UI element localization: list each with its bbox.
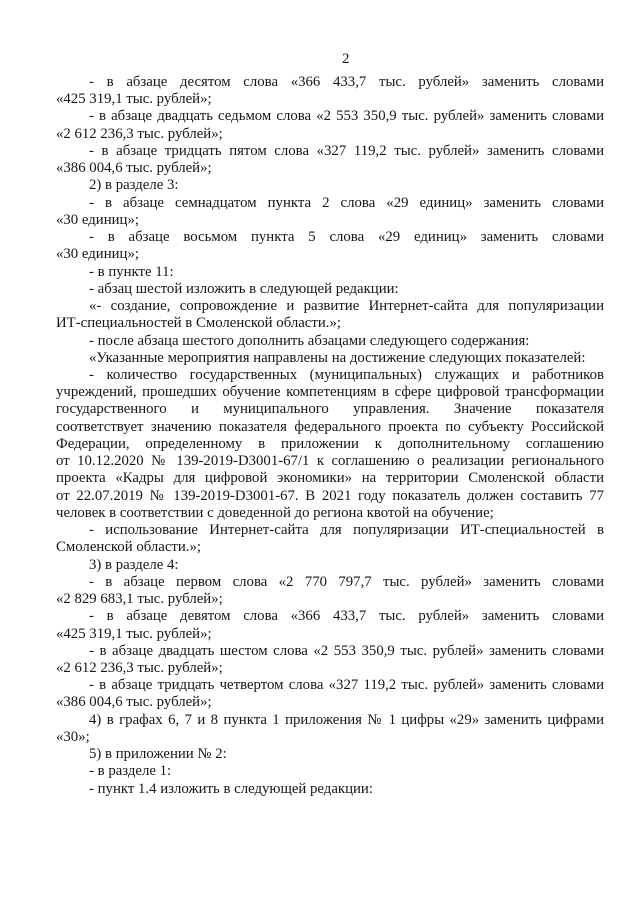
- quoted-paragraph: [56, 367, 604, 522]
- paragraph: [56, 229, 604, 263]
- paragraph-line: 5) в приложении № 2:: [89, 746, 227, 763]
- paragraph: [56, 195, 604, 229]
- paragraph: [56, 608, 604, 642]
- paragraph-line: - в пункте 11:: [89, 263, 174, 280]
- paragraph: [56, 74, 604, 108]
- section-item: [56, 712, 604, 746]
- quoted-paragraph: [56, 350, 604, 367]
- paragraph-line: Федерации, определенному в приложении к дополнительному соглашению: [56, 435, 604, 452]
- section-item: [56, 746, 604, 763]
- paragraph-line: «- создание, сопровождение и развитие Интернет-сайта для популяризации: [89, 298, 604, 315]
- paragraph-line: «Указанные мероприятия направлены на достижение следующих показателей:: [89, 349, 586, 366]
- paragraph-line: - в абзаце семнадцатом пункта 2 слова «29 единиц» заменить словами: [89, 194, 604, 211]
- paragraph: [56, 643, 604, 677]
- section-item: [56, 177, 604, 194]
- paragraph-line: «2 829 683,1 тыс. рублей»;: [56, 591, 223, 608]
- paragraph-line: - количество государственных (муниципальных) служащих и работников: [89, 366, 604, 383]
- paragraph-line: «30 единиц»;: [56, 211, 139, 228]
- paragraph-line: 3) в разделе 4:: [89, 556, 179, 573]
- paragraph-line: - в абзаце десятом слова «366 433,7 тыс. рублей» заменить словами: [89, 74, 604, 90]
- paragraph: [56, 574, 604, 608]
- paragraph-line: ИТ-специальностей в Смоленской области.»;: [56, 315, 341, 332]
- paragraph-line: - в абзаце девятом слова «366 433,7 тыс. рублей» заменить словами: [89, 608, 604, 625]
- paragraph-line: от 10.12.2020 № 139-2019-D3001-67/1 к соглашению о реализации регионального: [56, 453, 604, 470]
- paragraph-line: человек в соответствии с доведенной до региона квотой на обучение;: [56, 504, 494, 521]
- paragraph-line: «30»;: [56, 728, 90, 745]
- paragraph-line: «425 319,1 тыс. рублей»;: [56, 91, 212, 108]
- paragraph: [56, 781, 604, 798]
- paragraph: [56, 677, 604, 711]
- paragraph: [56, 143, 604, 177]
- paragraph-line: от 22.07.2019 № 139-2019-D3001-67. В 2021 году показатель должен составить 77: [56, 487, 604, 504]
- document-body: [56, 74, 604, 798]
- paragraph-line: соответствует значению показателя федерального проекта по субъекту Российской: [56, 418, 604, 435]
- paragraph-line: «386 004,6 тыс. рублей»;: [56, 160, 212, 177]
- paragraph-line: - в разделе 1:: [89, 763, 172, 780]
- paragraph-line: «30 единиц»;: [56, 246, 139, 263]
- paragraph: [56, 281, 604, 298]
- paragraph-line: - пункт 1.4 изложить в следующей редакции:: [89, 780, 373, 797]
- paragraph-line: - в абзаце тридцать четвертом слова «327 119,2 тыс. рублей» заменить словами: [89, 677, 604, 694]
- paragraph-line: - в абзаце двадцать шестом слова «2 553 350,9 тыс. рублей» заменить словами: [89, 642, 604, 659]
- paragraph-line: 2) в разделе 3:: [89, 177, 179, 194]
- quoted-paragraph: [56, 298, 604, 332]
- paragraph-line: «425 319,1 тыс. рублей»;: [56, 625, 212, 642]
- paragraph-line: государственного и муниципального управления. Значение показателя: [56, 401, 604, 418]
- paragraph-line: «2 612 236,3 тыс. рублей»;: [56, 125, 223, 142]
- quoted-paragraph: [56, 522, 604, 556]
- paragraph-line: Смоленской области.»;: [56, 539, 201, 556]
- paragraph-line: «386 004,6 тыс. рублей»;: [56, 694, 212, 711]
- paragraph-line: - абзац шестой изложить в следующей редакции:: [89, 280, 399, 297]
- paragraph-line: - после абзаца шестого дополнить абзацами следующего содержания:: [89, 332, 530, 349]
- paragraph-line: «2 612 236,3 тыс. рублей»;: [56, 659, 223, 676]
- paragraph-line: - в абзаце первом слова «2 770 797,7 тыс. рублей» заменить словами: [89, 573, 604, 590]
- paragraph-line: 4) в графах 6, 7 и 8 пункта 1 приложения № 1 цифры «29» заменить цифрами: [89, 711, 604, 728]
- page-number: 2: [342, 51, 350, 67]
- section-item: [56, 557, 604, 574]
- paragraph: [56, 264, 604, 281]
- paragraph-line: проекта «Кадры для цифровой экономики» на территории Смоленской области: [56, 470, 604, 487]
- paragraph: [56, 763, 604, 780]
- paragraph: [56, 333, 604, 350]
- paragraph-line: - в абзаце восьмом пункта 5 слова «29 единиц» заменить словами: [89, 229, 604, 246]
- paragraph-line: - использование Интернет-сайта для популяризации ИТ-специальностей в: [89, 522, 604, 539]
- paragraph: [56, 108, 604, 142]
- paragraph-line: учреждений, прошедших обучение компетенциям в сфере цифровой трансформации: [56, 384, 604, 401]
- paragraph-line: - в абзаце двадцать седьмом слова «2 553 350,9 тыс. рублей» заменить словами: [89, 108, 604, 125]
- paragraph-line: - в абзаце тридцать пятом слова «327 119,2 тыс. рублей» заменить словами: [89, 142, 604, 159]
